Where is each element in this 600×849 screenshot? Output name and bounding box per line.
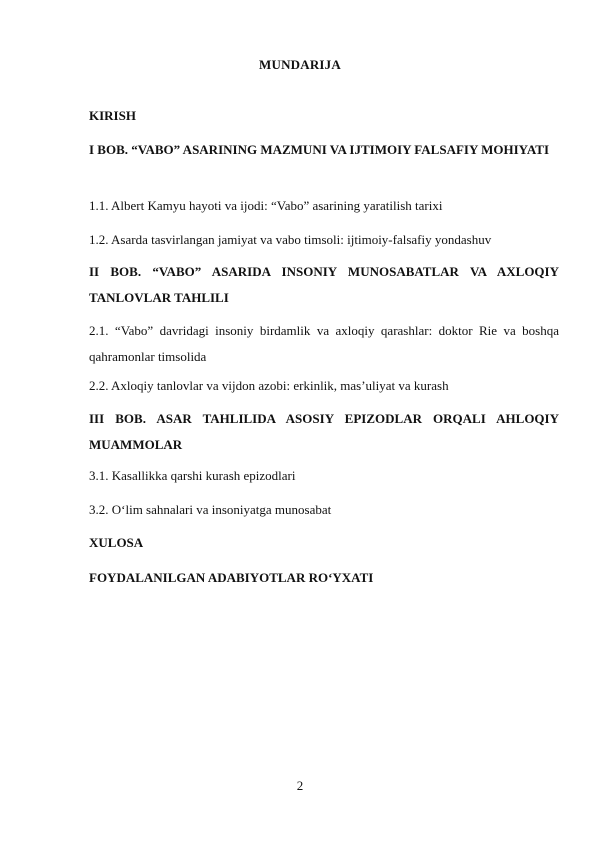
- toc-entry-kirish: KIRISH: [89, 108, 136, 123]
- page-number: 2: [296, 778, 304, 793]
- toc-entry-3-2: 3.2. O‘lim sahnalari va insoniyatga munosabat: [89, 502, 332, 517]
- toc-entry-references: FOYDALANILGAN ADABIYOTLAR RO‘YXATI: [89, 570, 374, 585]
- toc-entry-2-2: 2.2. Axloqiy tanlovlar va vijdon azobi: erkinlik, mas’uliyat va kurash: [89, 378, 449, 393]
- toc-entry-1-2: 1.2. Asarda tasvirlangan jamiyat va vabo timsoli: ijtimoiy-falsafiy yondashuv: [89, 232, 492, 247]
- toc-entry-3-1: 3.1. Kasallikka qarshi kurash epizodlari: [89, 468, 296, 483]
- toc-entry-chapter-3: III BOB. ASAR TAHLILIDA ASOSIY EPIZODLAR ORQALI AHLOQIY MUAMMOLAR: [89, 411, 559, 452]
- toc-entry-chapter-1: I BOB. “VABO” ASARINING MAZMUNI VA IJTIMOIY FALSAFIY MOHIYATI: [89, 142, 550, 157]
- toc-entry-2-1: 2.1. “Vabo” davridagi insoniy birdamlik va axloqiy qarashlar: doktor Rie va boshqa qahramonlar timsolida: [89, 323, 559, 364]
- toc-entry-chapter-2: II BOB. “VABO” ASARIDA INSONIY MUNOSABATLAR VA AXLOQIY TANLOVLAR TAHLILI: [89, 264, 559, 305]
- toc-entry-1-1: 1.1. Albert Kamyu hayoti va ijodi: “Vabo” asarining yaratilish tarixi: [89, 198, 443, 213]
- page-title: MUNDARIJA: [259, 57, 341, 72]
- toc-entry-xulosa: XULOSA: [89, 535, 144, 550]
